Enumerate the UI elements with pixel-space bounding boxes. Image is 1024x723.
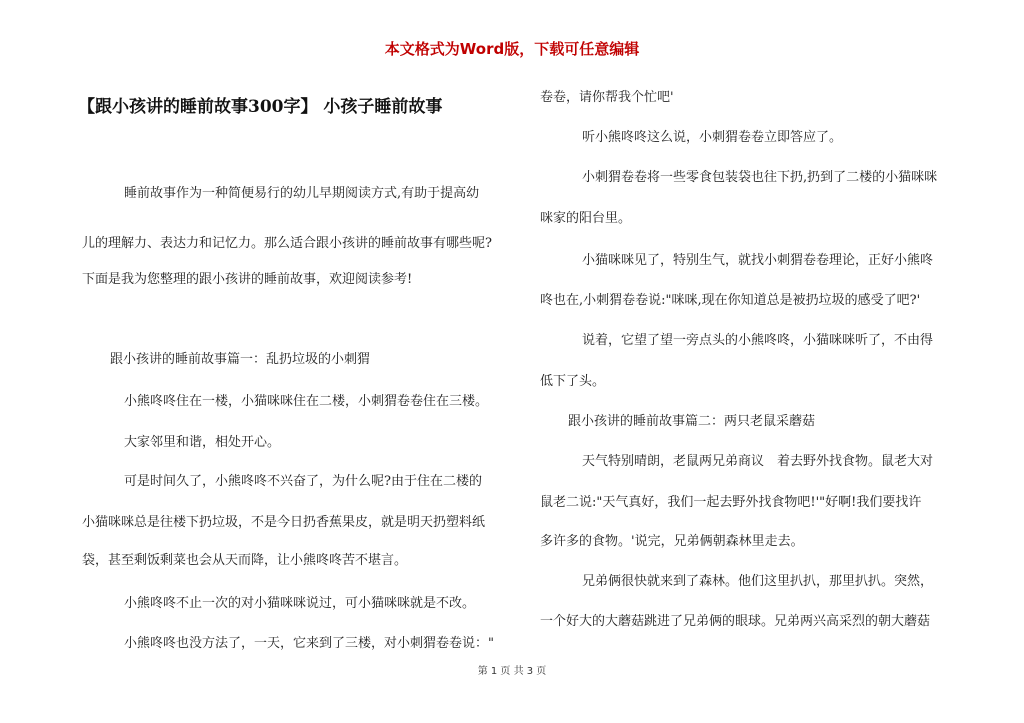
paragraph-line: 多许多的食物。'说完，兄弟俩朝森林里走去。: [540, 534, 804, 549]
paragraph-line: 小刺猬卷卷将一些零食包装袋也往下扔,扔到了二楼的小猫咪咪: [582, 170, 938, 185]
paragraph-line: 可是时间久了，小熊咚咚不兴奋了，为什么呢?由于住在二楼的: [124, 474, 482, 489]
section-heading: 跟小孩讲的睡前故事篇二：两只老鼠采蘑菇: [568, 414, 816, 429]
paragraph-line: 袋，甚至剩饭剩菜也会从天而降，让小熊咚咚苦不堪言。: [82, 553, 408, 568]
paragraph-line: 一个好大的大蘑菇跳进了兄弟俩的眼球。兄弟两兴高采烈的朝大蘑菇: [540, 614, 931, 629]
paragraph-line: 小熊咚咚不止一次的对小猫咪咪说过，可小猫咪咪就是不改。: [124, 596, 476, 611]
paragraph-line: 小猫咪咪总是往楼下扔垃圾，不是今日扔香蕉果皮，就是明天扔塑料纸: [82, 515, 486, 530]
paragraph-line: 兄弟俩很快就来到了森林。他们这里扒扒，那里扒扒。突然，: [582, 574, 934, 589]
paragraph-line: 下面是我为您整理的跟小孩讲的睡前故事，欢迎阅读参考!: [82, 272, 413, 287]
paragraph-line: 低下了头。: [540, 374, 606, 389]
paragraph-line: 天气特别晴朗，老鼠两兄弟商议 着去野外找食物。鼠老大对: [582, 454, 934, 469]
paragraph-line: 听小熊咚咚这么说，小刺猬卷卷立即答应了。: [582, 130, 843, 145]
page-number: 第 1 页 共 3 页: [477, 666, 547, 677]
paragraph-line: 咚也在,小刺猬卷卷说:"咪咪,现在你知道总是被扔垃圾的感受了吧?': [540, 293, 921, 308]
paragraph-line: 小熊咚咚住在一楼，小猫咪咪住在二楼，小刺猬卷卷住在三楼。: [124, 394, 489, 409]
document-title: 【跟小孩讲的睡前故事300字】 小孩子睡前故事: [78, 97, 443, 117]
paragraph-line: 小熊咚咚也没方法了，一天，它来到了三楼，对小刺猬卷卷说：": [124, 636, 494, 651]
paragraph-line: 说着，它望了望一旁点头的小熊咚咚，小猫咪咪听了，不由得: [582, 333, 934, 348]
section-heading: 跟小孩讲的睡前故事篇一：乱扔垃圾的小刺猬: [110, 352, 371, 367]
paragraph-line: 卷卷，请你帮我个忙吧': [540, 90, 674, 105]
paragraph-line: 儿的理解力、表达力和记忆力。那么适合跟小孩讲的睡前故事有哪些呢?: [82, 236, 492, 251]
paragraph-line: 小猫咪咪见了，特别生气，就找小刺猬卷卷理论，正好小熊咚: [582, 253, 934, 268]
paragraph-line: 鼠老二说:"天气真好，我们一起去野外找食物吧!'"好啊!我们要找许: [540, 495, 922, 510]
paragraph-line: 咪家的阳台里。: [540, 211, 632, 226]
paragraph-line: 大家邻里和谐，相处开心。: [124, 435, 281, 450]
paragraph-line: 睡前故事作为一种简便易行的幼儿早期阅读方式,有助于提高幼: [124, 186, 480, 201]
download-banner: 本文格式为Word版，下载可任意编辑: [384, 40, 640, 58]
